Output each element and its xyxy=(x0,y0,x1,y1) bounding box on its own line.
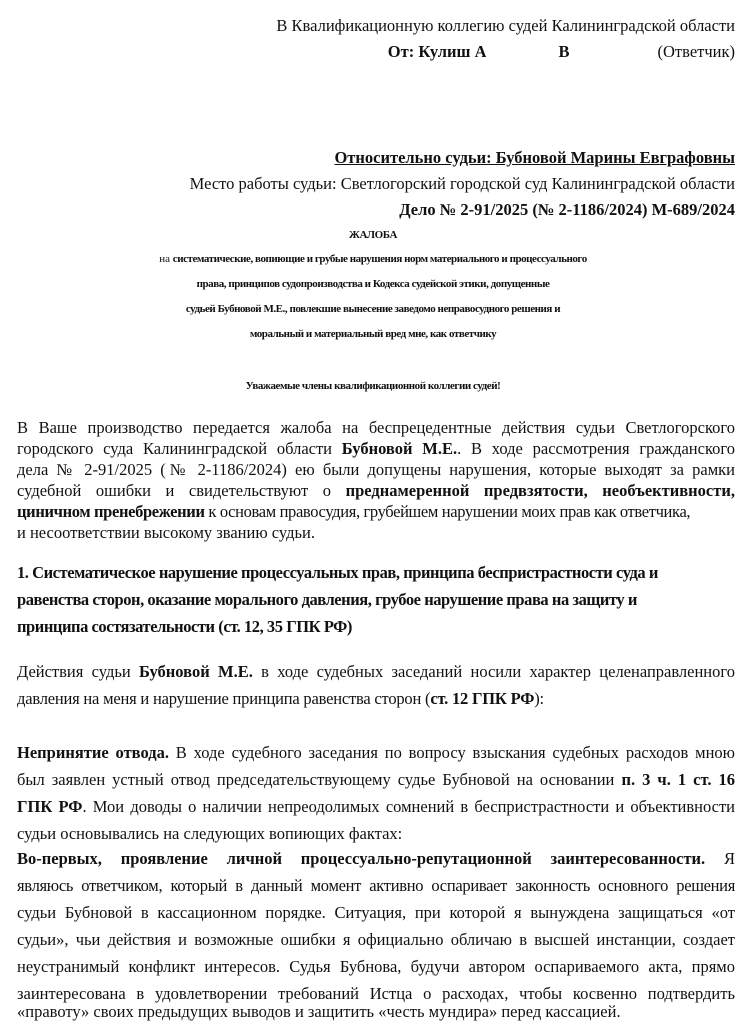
complaint-subtitle-line xyxy=(0,249,746,269)
case-number: Дело № 2-91/2025 (№ 2-1186/2024) М-689/2024 xyxy=(399,200,735,219)
text: к основам правосудия, грубейшем нарушении моих прав как ответчика, xyxy=(204,502,691,521)
judge-workplace: Место работы судьи: Светлогорский городской суд Калининградской области xyxy=(189,174,735,193)
judge-name: Бубновой М.Е. xyxy=(139,662,253,681)
paragraph-line xyxy=(17,797,735,817)
text: . В ходе рассмотрения гражданского xyxy=(457,439,735,458)
greeting: Уважаемые члены квалификационной коллегии судей! xyxy=(245,380,501,392)
emphasis: преднамеренной предвзятости, необъективности, xyxy=(345,481,735,500)
redacted-block xyxy=(570,42,658,62)
paragraph-line: судьи», чьи действия и возможные ошибки я официально обличаю в высшей инстанции, создает xyxy=(17,930,735,949)
emphasis: циничном пренебрежении xyxy=(17,502,205,521)
paragraph-line xyxy=(17,849,735,869)
section-heading: принципа состязательности (ст. 12, 35 ГПК РФ) xyxy=(17,617,352,636)
text: давления на меня и нарушение принципа равенства сторон ( xyxy=(17,689,431,708)
text: ): xyxy=(534,689,544,708)
sender-mid: В xyxy=(558,42,570,61)
intro-line xyxy=(17,502,690,522)
complaint-subtitle-line: судьей Бубновой М.Е., повлекшие вынесение заведомо неправосудного решения и xyxy=(185,303,561,315)
text: Я xyxy=(705,849,735,868)
text: судебной ошибки и свидетельствуют о xyxy=(17,481,332,500)
sender-name: От: Кулиш А xyxy=(387,42,487,61)
text: Действия судьи xyxy=(17,662,140,681)
addressee: В Квалификационную коллегию судей Калининградской области xyxy=(276,16,735,35)
complaint-heading: ЖАЛОБА xyxy=(349,229,397,241)
text: В ходе судебного заседания по вопросу взыскания судебных расходов мною xyxy=(168,743,735,762)
intro-line xyxy=(17,439,735,459)
law-ref: ГПК РФ xyxy=(17,797,83,816)
law-ref: п. 3 ч. 1 ст. 16 xyxy=(621,770,735,789)
subtitle-bold: систематические, вопиющие и грубые нарушения норм материального и процессуального xyxy=(172,253,587,265)
complaint-subtitle-line: права, принципов судопроизводства и Кодекса судейской этики, допущенные xyxy=(196,278,550,290)
law-ref: ст. 12 ГПК РФ xyxy=(430,689,535,708)
paragraph-line xyxy=(17,743,735,763)
paragraph-line: являюсь ответчиком, который в данный момент активно оспаривает законность основного решения xyxy=(17,876,735,895)
intro-line xyxy=(17,481,735,501)
emphasis: Во-первых, проявление личной процессуально-репутационной заинтересованности. xyxy=(17,849,706,868)
emphasis: Непринятие отвода. xyxy=(17,743,169,762)
judge-name: Бубновой М.Е. xyxy=(341,439,458,458)
intro-line: дела № 2-91/2025 (№ 2-1186/2024) ею были допущены нарушения, которые выходят за рамки xyxy=(17,460,735,479)
sender-role: (Ответчик) xyxy=(657,42,735,61)
paragraph-line xyxy=(17,662,735,682)
complaint-subtitle-line: моральный и материальный вред мне, как ответчику xyxy=(249,328,497,340)
paragraph-line: судьи Бубновой в кассационном порядке. Ситуация, при которой я вынуждена защищаться «от xyxy=(17,903,735,922)
text: был заявлен устный отвод председательствующему судье Бубновой на основании xyxy=(17,770,622,789)
paragraph-line xyxy=(17,770,735,790)
paragraph-line xyxy=(17,689,544,709)
paragraph-line: «правоту» своих предыдущих выводов и защитить «честь мундира» перед кассацией. xyxy=(17,1002,621,1021)
intro-line: В Ваше производство передается жалоба на беспрецедентные действия судьи Светлогорского xyxy=(17,418,735,437)
paragraph-line: неустранимый конфликт интересов. Судья Бубнова, будучи автором оспариваемого акта, прямо xyxy=(17,957,735,976)
paragraph-line: заинтересована в удовлетворении требований Истца о расходах, чтобы косвенно подтвердить xyxy=(17,984,735,1003)
intro-line: и несоответствии высокому званию судьи. xyxy=(17,523,315,542)
subtitle-prefix: на xyxy=(159,253,173,265)
judge-regarding: Относительно судьи: Бубновой Марины Евграфовны xyxy=(334,148,735,167)
section-heading: 1. Систематическое нарушение процессуальных прав, принципа беспристрастности суда и xyxy=(17,563,658,582)
redacted-block xyxy=(486,42,558,62)
text: . Мои доводы о наличии непреодолимых сомнений в беспристрастности и объективности xyxy=(82,797,735,816)
paragraph-line: судьи основывались на следующих вопиющих фактах: xyxy=(17,824,403,843)
sender-line xyxy=(388,42,735,62)
text: городского суда Калининградской области xyxy=(17,439,342,458)
text: в ходе судебных заседаний носили характер целенаправленного xyxy=(252,662,735,681)
section-heading: равенства сторон, оказание морального давления, грубое нарушение права на защиту и xyxy=(17,590,637,609)
